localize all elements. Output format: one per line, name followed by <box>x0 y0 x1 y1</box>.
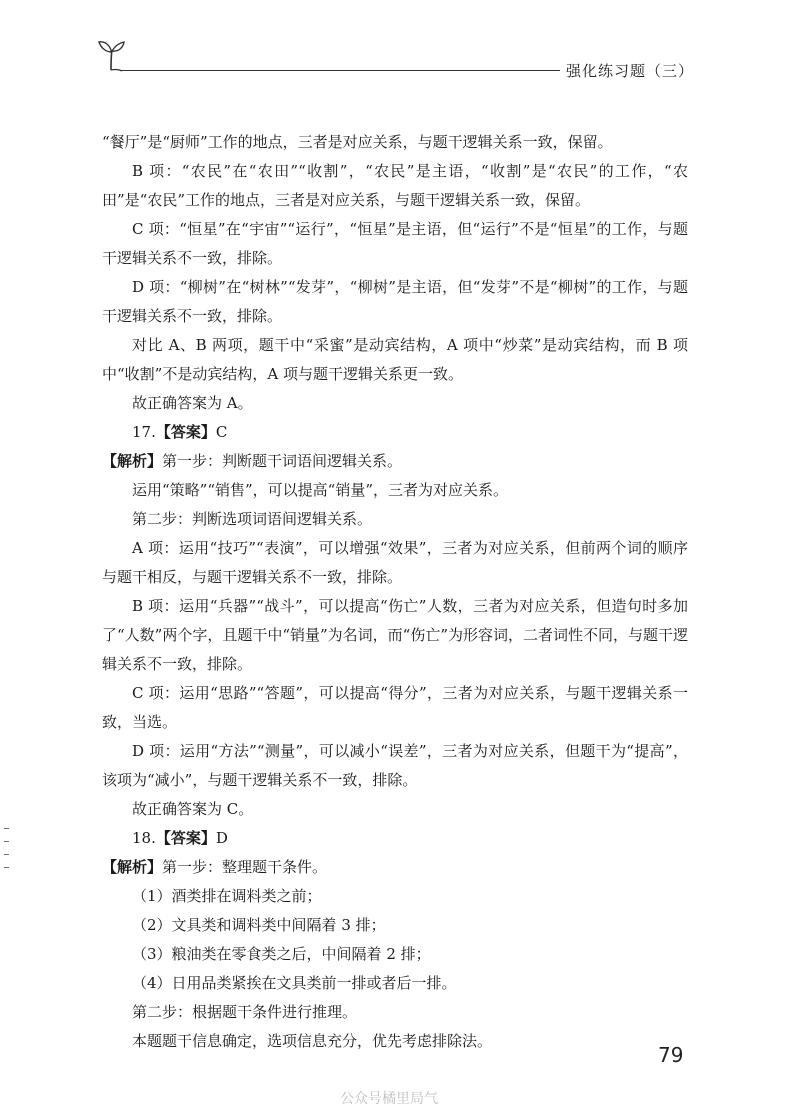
analysis-step: 第一步：判断题干词语间逻辑关系。 <box>162 452 403 470</box>
question-number: 17. <box>132 423 156 441</box>
answer-value: D <box>215 829 228 847</box>
answer-value: C <box>215 423 228 441</box>
answer-tag: 【答案】 <box>155 423 216 441</box>
question-number: 18. <box>132 829 156 847</box>
condition-item: （1）酒类排在调料类之前； <box>132 887 322 905</box>
page-header <box>0 0 800 90</box>
paragraph: 第二步：根据题干条件进行推理。 <box>132 1003 358 1021</box>
header-divider <box>120 70 560 71</box>
question-18-analysis <box>102 853 688 882</box>
page-body <box>102 128 688 1056</box>
condition-item: （4）日用品类紧挨在文具类前一排或者后一排。 <box>132 974 457 992</box>
sprout-icon <box>96 38 126 72</box>
paragraph: A 项：运用“技巧”“表演”，可以增强“效果”，三者为对应关系，但前两个词的顺序与题干相反，与题干逻辑关系不一致，排除。 <box>102 539 688 586</box>
paragraph: 对比 A、B 两项，题干中“采蜜”是动宾结构，A 项中“炒菜”是动宾结构，而 B 项中“收割”不是动宾结构，A 项与题干逻辑关系更一致。 <box>102 336 688 383</box>
analysis-tag: 【解析】 <box>102 452 163 470</box>
margin-marks <box>4 828 10 880</box>
paragraph: B 项：运用“兵器”“战斗”，可以提高“伤亡”人数，三者为对应关系，但造句时多加了“人数”两个字，且题干中“销量”为名词，而“伤亡”为形容词，二者词性不同，与题干逻辑关系不一致，排除。 <box>102 597 689 673</box>
paragraph: 第二步：判断选项词语间逻辑关系。 <box>132 510 373 528</box>
condition-item: （2）文具类和调料类中间隔着 3 排； <box>132 916 386 934</box>
question-17-analysis <box>102 447 688 476</box>
paragraph: 运用“策略”“销售”，可以提高“销量”，三者为对应关系。 <box>132 481 509 499</box>
paragraph: C 项：“恒星”在“宇宙”“运行”，“恒星”是主语，但“运行”不是“恒星”的工作，与题干逻辑关系不一致，排除。 <box>102 220 688 267</box>
analysis-tag: 【解析】 <box>102 858 163 876</box>
header-title: 强化练习题（三） <box>566 62 695 80</box>
paragraph: D 项：“柳树”在“树林”“发芽”，“柳树”是主语，但“发芽”不是“柳树”的工作，与题干逻辑关系不一致，排除。 <box>102 278 688 325</box>
paragraph: C 项：运用“思路”“答题”，可以提高“得分”，三者为对应关系，与题干逻辑关系一致，当选。 <box>102 684 688 731</box>
paragraph: 本题题干信息确定，选项信息充分，优先考虑排除法。 <box>132 1032 493 1050</box>
condition-item: （3）粮油类在零食类之后，中间隔着 2 排； <box>132 945 431 963</box>
answer-tag: 【答案】 <box>155 829 216 847</box>
question-18-answer <box>102 824 688 853</box>
paragraph: 故正确答案为 C。 <box>132 800 254 818</box>
question-17-answer <box>102 418 688 447</box>
paragraph: B 项：“农民”在“农田”“收割”，“农民”是主语，“收割”是“农民”的工作，“农田”是“农民”工作的地点，三者是对应关系，与题干逻辑关系一致，保留。 <box>102 162 688 209</box>
watermark: 公众号橘里局气 <box>340 1091 438 1107</box>
paragraph: D 项：运用“方法”“测量”，可以减小“误差”，三者为对应关系，但题干为“提高”，该项为“减小”，与题干逻辑关系不一致，排除。 <box>102 742 688 789</box>
paragraph: “餐厅”是“厨师”工作的地点，三者是对应关系，与题干逻辑关系一致，保留。 <box>102 133 613 151</box>
paragraph: 故正确答案为 A。 <box>132 394 253 412</box>
analysis-step: 第一步：整理题干条件。 <box>162 858 328 876</box>
page-number: 79 <box>658 1043 684 1067</box>
